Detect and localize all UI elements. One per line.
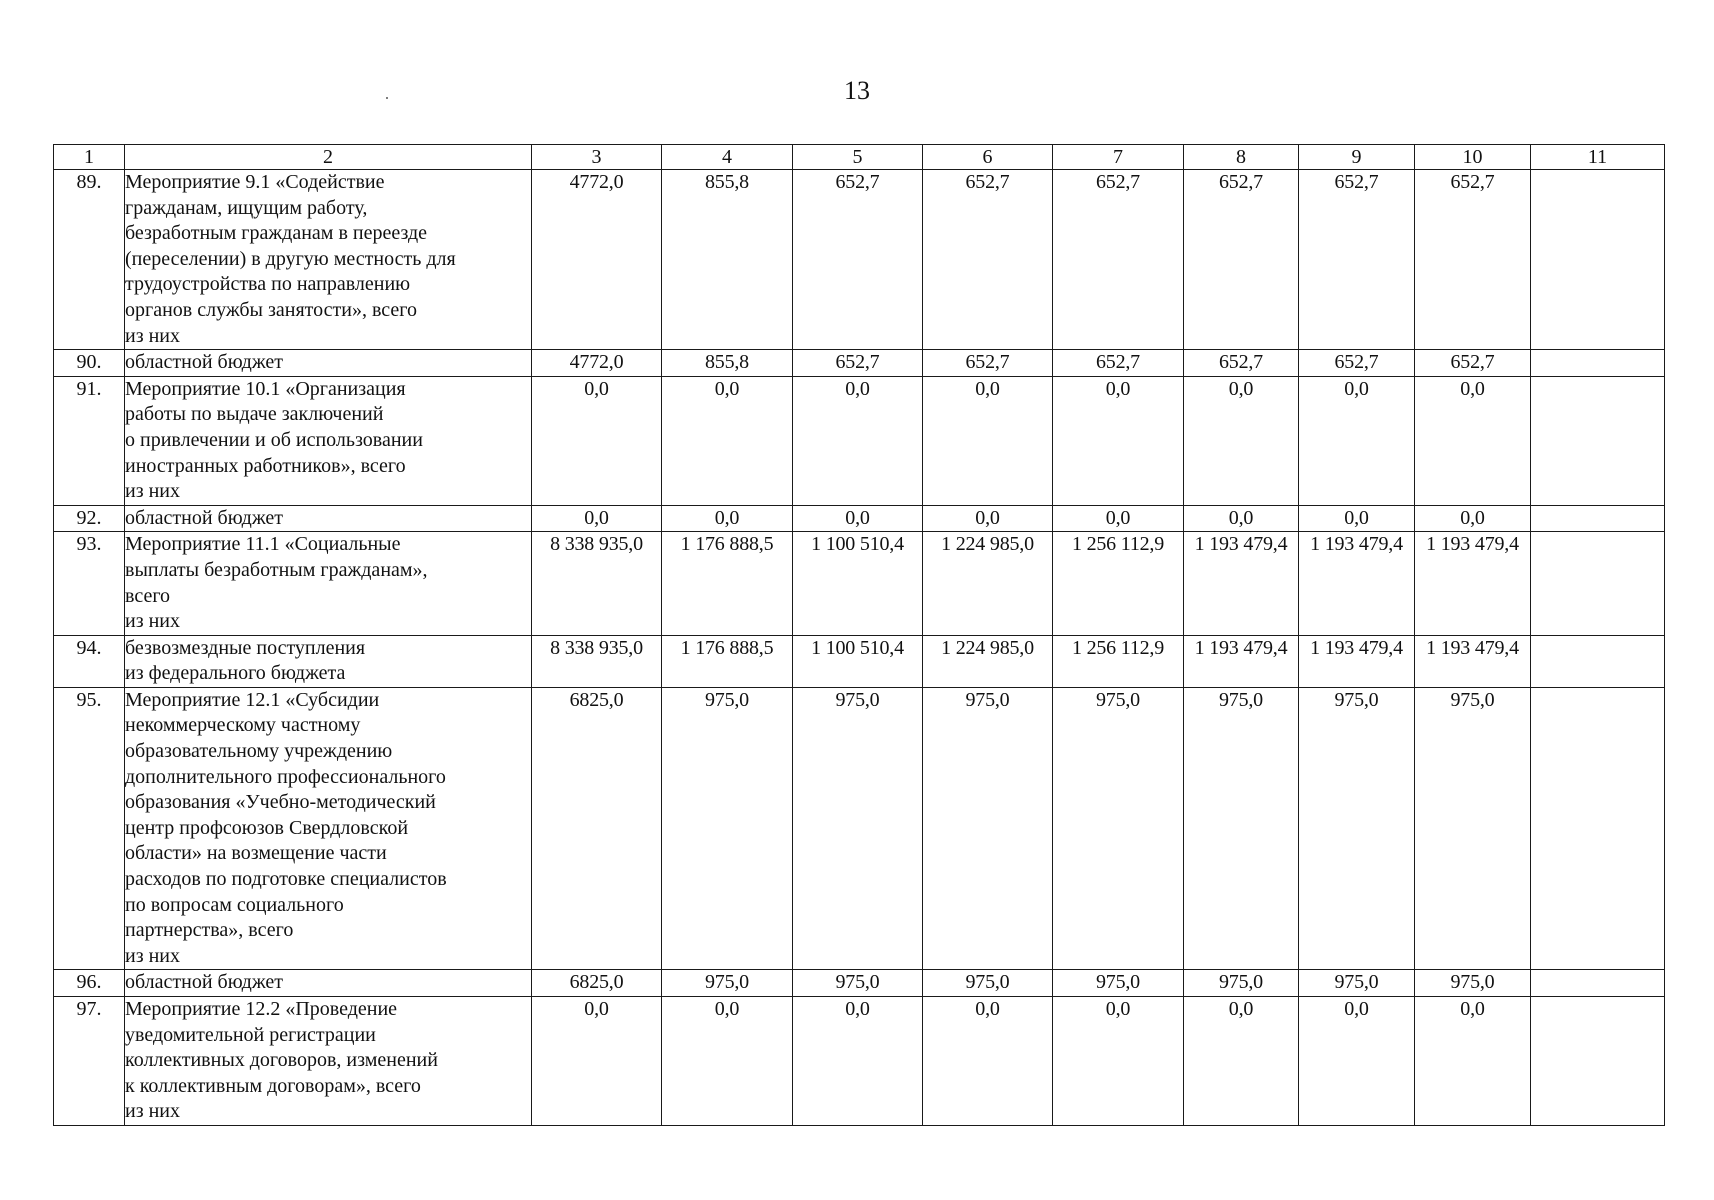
value-cell-col3: 4772,0 xyxy=(532,350,662,377)
value-cell-col3: 6825,0 xyxy=(532,687,662,970)
table-row xyxy=(54,505,1665,532)
page-number: 13 xyxy=(844,76,870,105)
value-cell-col3: 8 338 935,0 xyxy=(532,635,662,687)
column-header-3: 3 xyxy=(532,145,662,170)
value-cell-col4: 975,0 xyxy=(662,687,793,970)
value-cell-col9: 1 193 479,4 xyxy=(1299,532,1415,635)
value-cell-col8: 652,7 xyxy=(1184,350,1299,377)
value-cell-col11 xyxy=(1531,997,1665,1126)
row-description: Мероприятие 12.1 «Субсидии некоммерческому частному образовательному учреждению дополнительного профессионального образования «Учебно-методический центр профсоюзов Свердловской области» на возмещение части расходов по подготовке специалистов по вопросам социального партнерства», всего из них xyxy=(125,687,532,970)
value-cell-col4: 855,8 xyxy=(662,170,793,350)
value-cell-col7: 1 256 112,9 xyxy=(1053,532,1184,635)
column-header-7: 7 xyxy=(1053,145,1184,170)
value-cell-col9: 0,0 xyxy=(1299,997,1415,1126)
value-cell-col7: 652,7 xyxy=(1053,170,1184,350)
value-cell-col7: 1 256 112,9 xyxy=(1053,635,1184,687)
row-number: 90. xyxy=(54,350,125,377)
value-cell-col10: 975,0 xyxy=(1415,970,1531,997)
table-row xyxy=(54,635,1665,687)
value-cell-col11 xyxy=(1531,505,1665,532)
value-cell-col3: 6825,0 xyxy=(532,970,662,997)
row-number: 97. xyxy=(54,997,125,1126)
value-cell-col10: 0,0 xyxy=(1415,997,1531,1126)
value-cell-col6: 0,0 xyxy=(923,997,1053,1126)
column-header-5: 5 xyxy=(793,145,923,170)
value-cell-col8: 1 193 479,4 xyxy=(1184,635,1299,687)
value-cell-col6: 1 224 985,0 xyxy=(923,635,1053,687)
value-cell-col3: 8 338 935,0 xyxy=(532,532,662,635)
value-cell-col7: 975,0 xyxy=(1053,970,1184,997)
column-header-1: 1 xyxy=(54,145,125,170)
row-description: безвозмездные поступления из федерального бюджета xyxy=(125,635,532,687)
value-cell-col5: 975,0 xyxy=(793,970,923,997)
value-cell-col8: 975,0 xyxy=(1184,970,1299,997)
column-header-6: 6 xyxy=(923,145,1053,170)
budget-table xyxy=(53,144,1665,1126)
value-cell-col9: 652,7 xyxy=(1299,170,1415,350)
row-description: областной бюджет xyxy=(125,970,532,997)
value-cell-col6: 0,0 xyxy=(923,376,1053,505)
value-cell-col9: 652,7 xyxy=(1299,350,1415,377)
value-cell-col7: 0,0 xyxy=(1053,505,1184,532)
value-cell-col3: 0,0 xyxy=(532,505,662,532)
value-cell-col4: 0,0 xyxy=(662,505,793,532)
row-number: 93. xyxy=(54,532,125,635)
value-cell-col9: 0,0 xyxy=(1299,376,1415,505)
value-cell-col11 xyxy=(1531,635,1665,687)
value-cell-col7: 975,0 xyxy=(1053,687,1184,970)
column-header-8: 8 xyxy=(1184,145,1299,170)
value-cell-col4: 975,0 xyxy=(662,970,793,997)
value-cell-col11 xyxy=(1531,350,1665,377)
value-cell-col10: 975,0 xyxy=(1415,687,1531,970)
value-cell-col5: 0,0 xyxy=(793,997,923,1126)
column-header-9: 9 xyxy=(1299,145,1415,170)
value-cell-col10: 652,7 xyxy=(1415,170,1531,350)
column-header-2: 2 xyxy=(125,145,532,170)
value-cell-col6: 652,7 xyxy=(923,350,1053,377)
value-cell-col5: 652,7 xyxy=(793,170,923,350)
value-cell-col5: 652,7 xyxy=(793,350,923,377)
row-description: Мероприятие 11.1 «Социальные выплаты безработным гражданам», всего из них xyxy=(125,532,532,635)
value-cell-col6: 1 224 985,0 xyxy=(923,532,1053,635)
value-cell-col10: 1 193 479,4 xyxy=(1415,532,1531,635)
value-cell-col5: 1 100 510,4 xyxy=(793,635,923,687)
value-cell-col9: 1 193 479,4 xyxy=(1299,635,1415,687)
value-cell-col3: 0,0 xyxy=(532,997,662,1126)
value-cell-col8: 652,7 xyxy=(1184,170,1299,350)
header-row xyxy=(54,145,1665,170)
value-cell-col8: 0,0 xyxy=(1184,376,1299,505)
row-description: областной бюджет xyxy=(125,350,532,377)
value-cell-col11 xyxy=(1531,532,1665,635)
value-cell-col6: 975,0 xyxy=(923,970,1053,997)
value-cell-col6: 0,0 xyxy=(923,505,1053,532)
table-row xyxy=(54,350,1665,377)
value-cell-col5: 0,0 xyxy=(793,505,923,532)
value-cell-col3: 0,0 xyxy=(532,376,662,505)
value-cell-col8: 0,0 xyxy=(1184,505,1299,532)
row-number: 92. xyxy=(54,505,125,532)
value-cell-col8: 975,0 xyxy=(1184,687,1299,970)
value-cell-col4: 0,0 xyxy=(662,997,793,1126)
value-cell-col3: 4772,0 xyxy=(532,170,662,350)
table-row xyxy=(54,170,1665,350)
row-description: областной бюджет xyxy=(125,505,532,532)
value-cell-col4: 1 176 888,5 xyxy=(662,532,793,635)
table-row xyxy=(54,997,1665,1126)
value-cell-col10: 1 193 479,4 xyxy=(1415,635,1531,687)
value-cell-col4: 1 176 888,5 xyxy=(662,635,793,687)
value-cell-col9: 0,0 xyxy=(1299,505,1415,532)
row-description: Мероприятие 12.2 «Проведение уведомительной регистрации коллективных договоров, изменений к коллективным договорам», всего из них xyxy=(125,997,532,1126)
row-number: 91. xyxy=(54,376,125,505)
row-description: Мероприятие 10.1 «Организация работы по выдаче заключений о привлечении и об использовании иностранных работников», всего из них xyxy=(125,376,532,505)
value-cell-col8: 1 193 479,4 xyxy=(1184,532,1299,635)
value-cell-col11 xyxy=(1531,970,1665,997)
table-row xyxy=(54,687,1665,970)
table-row xyxy=(54,532,1665,635)
value-cell-col7: 0,0 xyxy=(1053,997,1184,1126)
table-row xyxy=(54,970,1665,997)
value-cell-col9: 975,0 xyxy=(1299,970,1415,997)
value-cell-col7: 0,0 xyxy=(1053,376,1184,505)
column-header-10: 10 xyxy=(1415,145,1531,170)
value-cell-col10: 0,0 xyxy=(1415,505,1531,532)
value-cell-col4: 0,0 xyxy=(662,376,793,505)
value-cell-col10: 652,7 xyxy=(1415,350,1531,377)
column-header-4: 4 xyxy=(662,145,793,170)
value-cell-col5: 1 100 510,4 xyxy=(793,532,923,635)
row-number: 96. xyxy=(54,970,125,997)
value-cell-col11 xyxy=(1531,376,1665,505)
row-number: 94. xyxy=(54,635,125,687)
value-cell-col6: 975,0 xyxy=(923,687,1053,970)
value-cell-col11 xyxy=(1531,170,1665,350)
value-cell-col11 xyxy=(1531,687,1665,970)
value-cell-col8: 0,0 xyxy=(1184,997,1299,1126)
row-number: 89. xyxy=(54,170,125,350)
row-number: 95. xyxy=(54,687,125,970)
row-description: Мероприятие 9.1 «Содействие гражданам, ищущим работу, безработным гражданам в переезде (переселении) в другую местность для трудоустройства по направлению органов службы занятости», всего из них xyxy=(125,170,532,350)
value-cell-col6: 652,7 xyxy=(923,170,1053,350)
value-cell-col9: 975,0 xyxy=(1299,687,1415,970)
value-cell-col5: 0,0 xyxy=(793,376,923,505)
scan-speck xyxy=(386,97,388,99)
value-cell-col10: 0,0 xyxy=(1415,376,1531,505)
column-header-11: 11 xyxy=(1531,145,1665,170)
value-cell-col5: 975,0 xyxy=(793,687,923,970)
table-row xyxy=(54,376,1665,505)
value-cell-col4: 855,8 xyxy=(662,350,793,377)
value-cell-col7: 652,7 xyxy=(1053,350,1184,377)
